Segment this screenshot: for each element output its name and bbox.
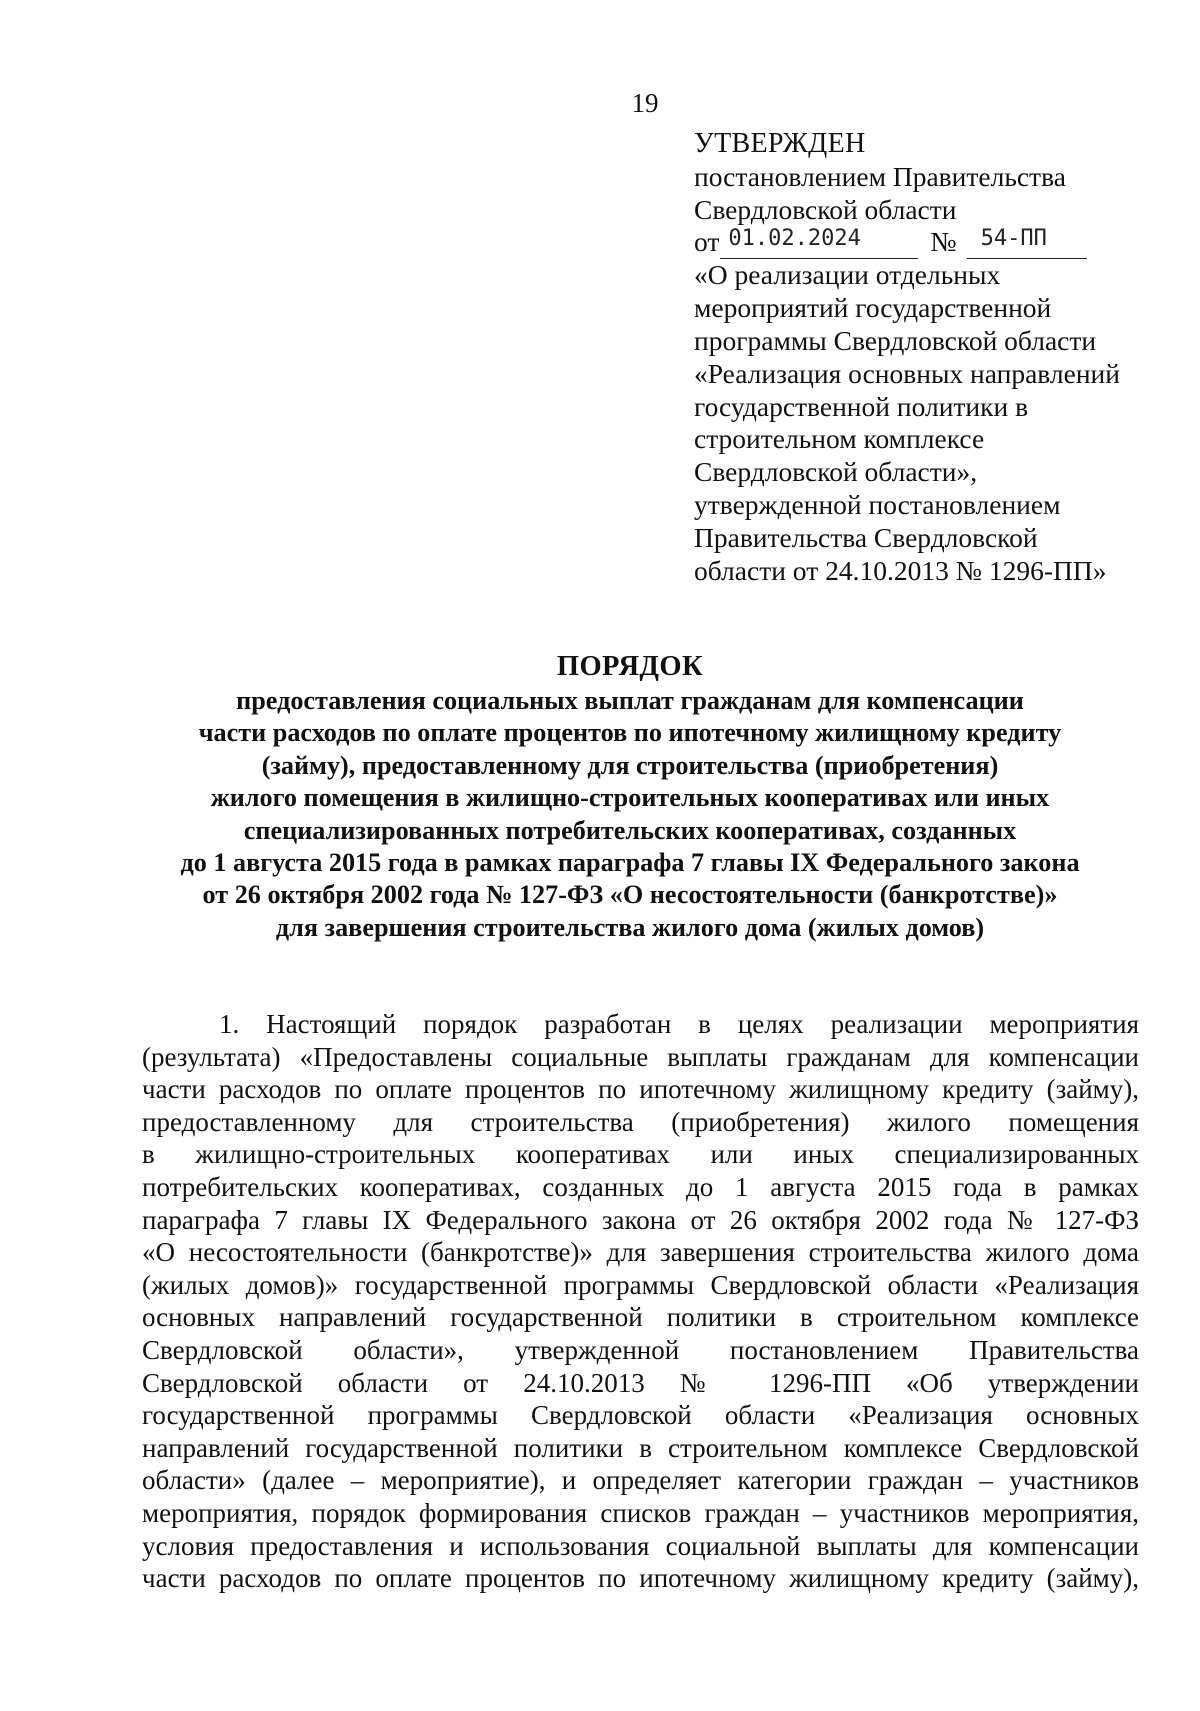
body-line: 1. Настоящий порядок разработан в целях реализации мероприятия <box>219 1009 1139 1039</box>
body-line: в жилищно-строительных кооперативах или иных специализированных <box>142 1139 1139 1170</box>
subtitle-line: специализированных потребительских кооперативах, созданных <box>243 815 1017 845</box>
approval-line-2: Свердловской области <box>694 193 957 225</box>
approval-subject-line: строительном комплексе <box>694 423 985 455</box>
body-line: основных направлений государственной политики в строительном комплексе <box>142 1302 1139 1333</box>
approval-subject-line: мероприятий государственной <box>694 292 1052 324</box>
approval-subject <box>694 259 1134 587</box>
number-field <box>967 226 1087 259</box>
number-value: 54-ПП <box>980 226 1047 252</box>
subtitle-line: предоставления социальных выплат гражданам для компенсации <box>236 686 1024 715</box>
date-prefix: от <box>694 226 720 258</box>
approval-subject-line: утвержденной постановлением <box>694 488 1061 520</box>
approval-block <box>694 128 1134 587</box>
approval-subject-line: области от 24.10.2013 № 1296-ПП» <box>694 554 1107 586</box>
body-line: части расходов по оплате процентов по ипотечному жилищному кредиту (займу), <box>142 1074 1139 1105</box>
subtitle-line: (займу), предоставленному для строительства (приобретения) <box>261 750 999 780</box>
body-line: Свердловской области от 24.10.2013 № 1296-ПП «Об утверждении <box>142 1367 1139 1398</box>
date-field <box>720 226 918 259</box>
approval-date-line <box>694 226 1134 259</box>
approval-subject-line: Свердловской области», <box>694 456 978 488</box>
approval-title: УТВЕРЖДЕН <box>694 128 866 159</box>
body-line: (результата) «Предоставлены социальные выплаты гражданам для компенсации <box>142 1041 1139 1072</box>
document-subtitle <box>120 685 1140 944</box>
approval-subject-line: «Реализация основных направлений <box>694 357 1120 389</box>
body-line: предоставленному для строительства (приобретения) жилого помещения <box>142 1106 1139 1137</box>
body-line: потребительских кооперативах, созданных до 1 августа 2015 года в рамках <box>142 1171 1139 1202</box>
body-line: области» (далее – мероприятие), и определяет категории граждан – участников <box>142 1465 1139 1496</box>
body-line: мероприятия, порядок формирования списков граждан – участников мероприятия, <box>142 1497 1139 1528</box>
body-paragraph <box>142 1008 1139 1595</box>
body-line: государственной программы Свердловской области «Реализация основных <box>142 1400 1139 1431</box>
subtitle-line: жилого помещения в жилищно-строительных кооперативах или иных <box>210 783 1050 813</box>
subtitle-line: от 26 октября 2002 года № 127-ФЗ «О несостоятельности (банкротстве)» <box>202 880 1058 910</box>
body-line: (жилых домов)» государственной программы Свердловской области «Реализация <box>142 1269 1139 1300</box>
document-title: ПОРЯДОК <box>556 651 704 682</box>
approval-subject-line: государственной политики в <box>694 390 1029 422</box>
body-line: части расходов по оплате процентов по ипотечному жилищному кредиту (займу), <box>142 1563 1139 1594</box>
subtitle-line: до 1 августа 2015 года в рамках параграфа 7 главы IX Федерального закона <box>180 848 1080 878</box>
body-line: направлений государственной политики в строительном комплексе Свердловской <box>142 1432 1139 1463</box>
body-line: «О несостоятельности (банкротстве)» для завершения строительства жилого дома <box>142 1237 1139 1268</box>
page-number: 19 <box>631 88 659 118</box>
body-line: параграфа 7 главы IX Федерального закона от 26 октября 2002 года № 127-ФЗ <box>142 1204 1139 1235</box>
approval-line-1: постановлением Правительства <box>694 160 1066 192</box>
subtitle-line: части расходов по оплате процентов по ипотечному жилищному кредиту <box>198 718 1062 748</box>
approval-subject-line: Правительства Свердловской <box>694 521 1038 553</box>
number-sign: № <box>930 226 957 258</box>
approval-subject-line: программы Свердловской области <box>694 324 1097 356</box>
approval-subject-line: «О реализации отдельных <box>694 259 1001 291</box>
date-value: 01.02.2024 <box>728 226 861 252</box>
body-line: Свердловской области», утвержденной постановлением Правительства <box>142 1334 1139 1365</box>
subtitle-line: для завершения строительства жилого дома (жилых домов) <box>275 912 985 942</box>
body-line: условия предоставления и использования социальной выплаты для компенсации <box>142 1530 1139 1561</box>
